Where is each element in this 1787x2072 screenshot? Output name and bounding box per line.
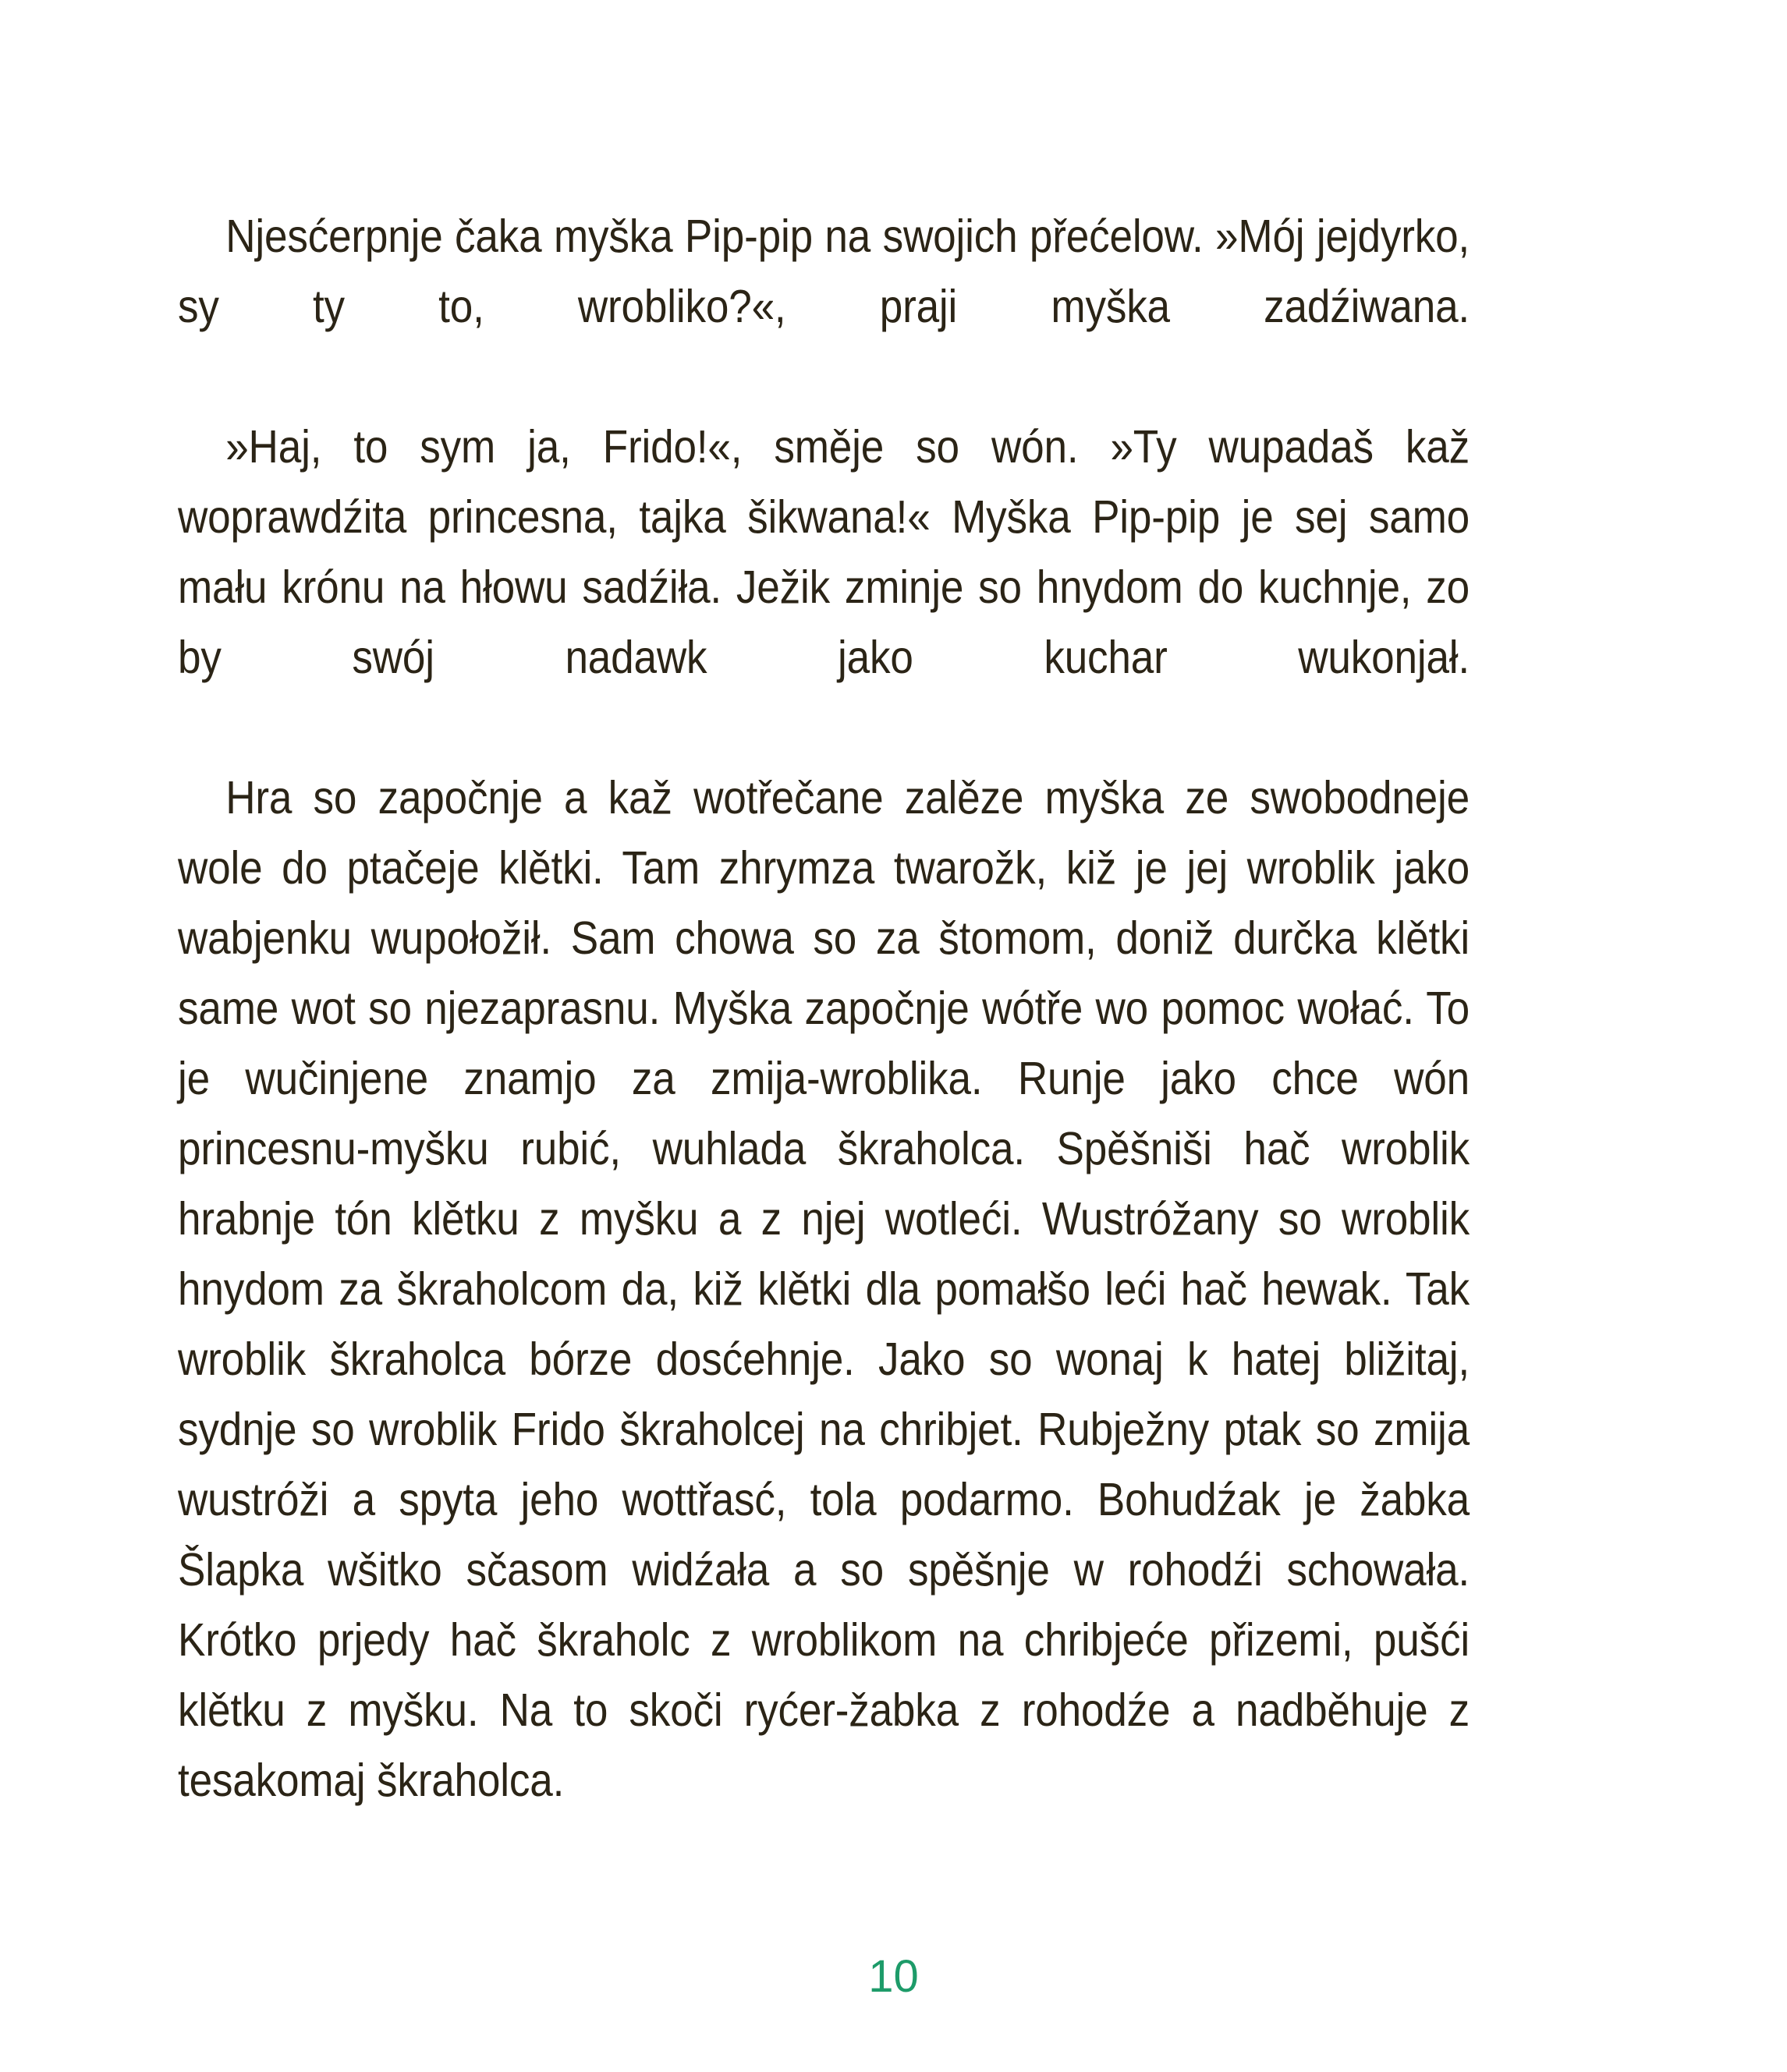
- paragraph: Njesćerpnje čaka myška Pip-pip na swojich přećelow. »Mój jejdyrko, sy ty to, wrobliko?«, praji myška zadźiwana.: [178, 211, 1470, 332]
- page-body-text: [178, 201, 1470, 1815]
- page-number: 10: [868, 1951, 919, 2002]
- paragraph: Hra so započnje a kaž wotřečane zalěze myška ze swobodneje wole do ptačeje klětki. Tam zhrymza twarožk, kiž je jej wroblik jako wabjenku wupołožił. Sam chowa so za štomom, doniž durčka klětki same wot so njezaprasnu. Myška započnje wótře wo pomoc wołać. To je wučinjene znamjo za zmija-wroblika. Runje jako chce wón princesnu-myšku rubić, wuhlada škraholca. Spěšniši hač wroblik hrabnje tón klětku z myšku a z njej wotleći. Wustróžany so wroblik hnydom za škraholcom da, kiž klětki dla pomałšo leći hač hewak. Tak wroblik škraholca bórze dosćehnje. Jako so wonaj k hatej bližitaj, sydnje so wroblik Frido škraholcej na chribjet. Rubježny ptak so zmija wustróži a spyta jeho wottřasć, tola podarmo. Bohudźak je žabka Šlapka wšitko sčasom widźała a so spěšnje w rohodźi schowała. Krótko prjedy hač škraholc z wroblikom na chribjeće přizemi, pušći klětku z myšku. Na to skoči ryćer-žabka z rohodźe a nadběhuje z tesakomaj škraholca.: [178, 772, 1470, 1806]
- paragraph: »Haj, to sym ja, Frido!«, směje so wón. »Ty wupadaš kaž woprawdźita princesna, tajka šikwana!« Myška Pip-pip je sej samo mału krónu na hłowu sadźiła. Ježik zminje so hnydom do kuchnje, zo by swój nadawk jako kuchar wukonjał.: [178, 421, 1470, 683]
